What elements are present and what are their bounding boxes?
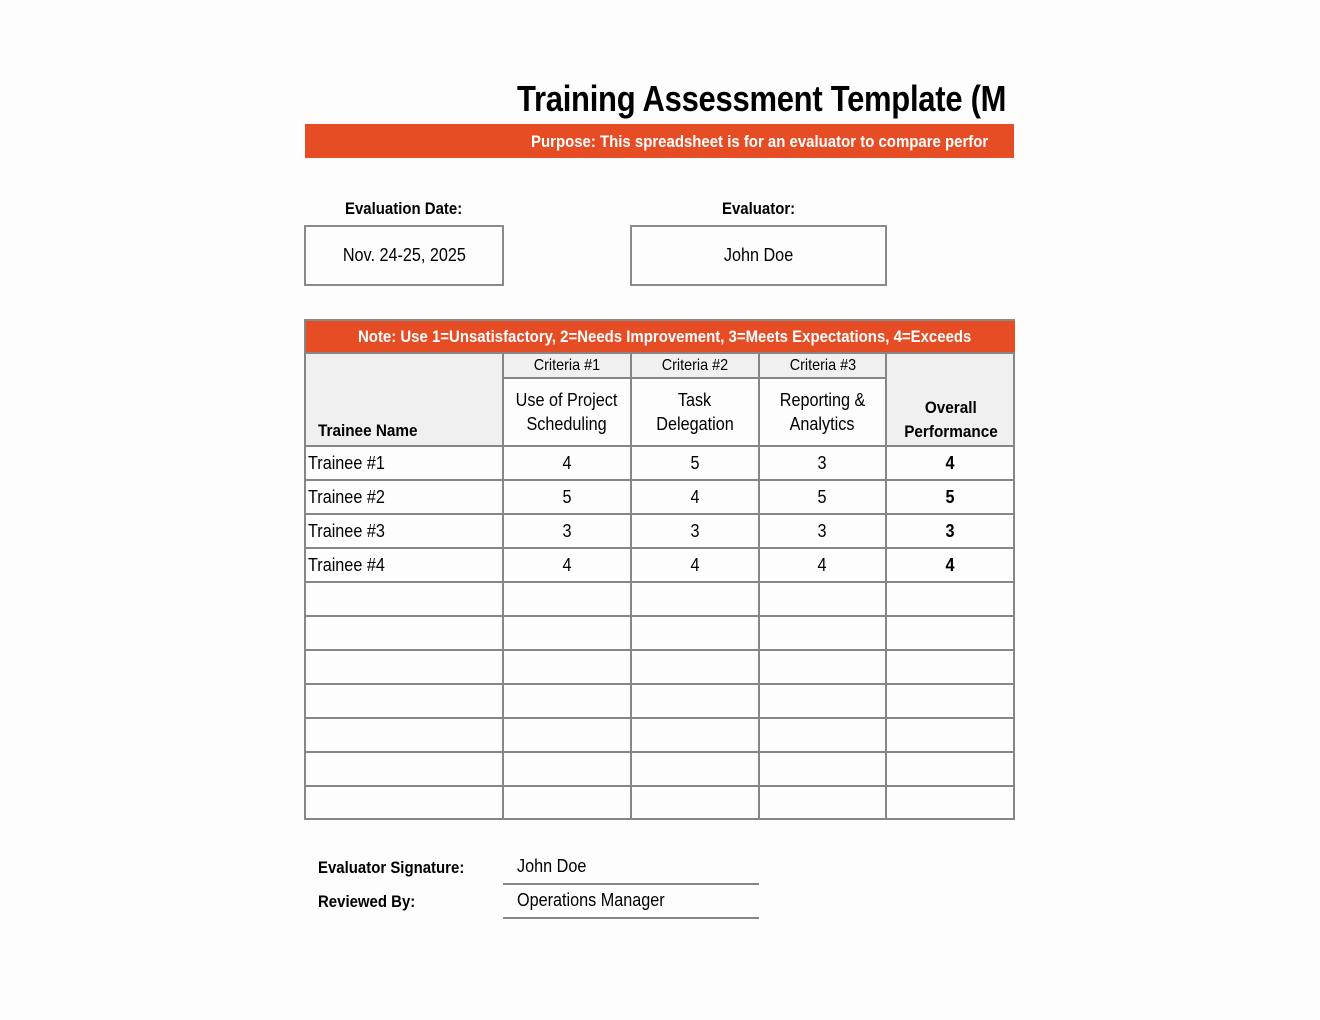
criteria-score-cell[interactable] — [759, 548, 886, 582]
cell-value: 3 — [690, 521, 700, 541]
criteria-score-cell[interactable] — [503, 616, 631, 650]
grid-line — [304, 352, 1015, 354]
trainee-name-cell[interactable] — [304, 752, 503, 786]
criteria-score-cell[interactable] — [503, 548, 631, 582]
trainee-name-cell[interactable] — [304, 684, 503, 718]
cell-value: 4 — [690, 487, 700, 507]
overall-score-cell[interactable] — [886, 718, 1015, 752]
cell-value: 5 — [817, 487, 827, 507]
cell-value: Trainee #4 — [308, 555, 385, 575]
criteria-score-cell[interactable] — [759, 718, 886, 752]
cell-value: 4 — [562, 453, 572, 473]
criteria-score-cell[interactable] — [759, 616, 886, 650]
criteria-score-cell[interactable] — [759, 446, 886, 480]
trainee-name-cell[interactable] — [304, 514, 503, 548]
cell-value: 3 — [562, 521, 572, 541]
grid-line — [304, 717, 1015, 719]
evaluation-date-field[interactable] — [304, 225, 504, 286]
grid-line — [758, 353, 760, 819]
grid-line — [304, 683, 1015, 685]
evaluator-label: Evaluator: — [721, 199, 796, 218]
reviewed-by-line — [503, 917, 759, 919]
cell-value: Trainee #3 — [308, 521, 385, 541]
overall-score-cell[interactable] — [886, 786, 1015, 820]
purpose-text: Purpose: This spreadsheet is for an evaluator to compare perfor — [531, 132, 989, 151]
cell-value: 3 — [817, 453, 827, 473]
header-criteria-1-title: Use of Project Scheduling — [503, 378, 631, 446]
grid-line — [304, 319, 306, 819]
grid-line — [304, 513, 1015, 515]
header-criteria-1-num: Criteria #1 — [503, 353, 631, 378]
reviewed-by-label: Reviewed By: — [318, 892, 416, 911]
criteria-score-cell[interactable] — [503, 480, 631, 514]
criteria-score-cell[interactable] — [631, 548, 759, 582]
cell-value: 5 — [562, 487, 572, 507]
grid-line — [885, 353, 887, 819]
overall-score-cell[interactable] — [886, 616, 1015, 650]
criteria-score-cell[interactable] — [503, 446, 631, 480]
header-criteria-3-title: Reporting & Analytics — [759, 378, 886, 446]
criteria-score-cell[interactable] — [759, 480, 886, 514]
grid-line — [304, 649, 1015, 651]
criteria-score-cell[interactable] — [631, 684, 759, 718]
criteria-score-cell[interactable] — [631, 752, 759, 786]
assessment-table — [304, 319, 1015, 819]
rating-note-banner — [304, 319, 1015, 353]
cell-value: Trainee #2 — [308, 487, 385, 507]
trainee-name-cell[interactable] — [304, 582, 503, 616]
trainee-name-cell[interactable] — [304, 650, 503, 684]
signature-value[interactable]: John Doe — [517, 856, 587, 876]
grid-line — [304, 547, 1015, 549]
evaluation-date-value: Nov. 24-25, 2025 — [342, 245, 466, 265]
criteria-score-cell[interactable] — [631, 514, 759, 548]
criteria-score-cell[interactable] — [759, 514, 886, 548]
grid-line — [304, 785, 1015, 787]
grid-line — [304, 445, 1015, 447]
criteria-score-cell[interactable] — [503, 786, 631, 820]
criteria-score-cell[interactable] — [631, 650, 759, 684]
overall-score-cell[interactable] — [886, 752, 1015, 786]
cell-value: 3 — [945, 521, 955, 541]
grid-line — [502, 377, 887, 379]
cell-value: 5 — [690, 453, 700, 473]
grid-line — [304, 751, 1015, 753]
cell-value: 5 — [945, 487, 955, 507]
signature-line — [503, 883, 759, 885]
trainee-name-cell[interactable] — [304, 786, 503, 820]
criteria-score-cell[interactable] — [503, 582, 631, 616]
evaluator-value: John Doe — [723, 245, 794, 265]
grid-line — [304, 581, 1015, 583]
header-trainee-name: Trainee Name — [304, 353, 503, 446]
reviewed-by-value[interactable]: Operations Manager — [517, 890, 665, 910]
header-overall-performance: Overall Performance — [886, 353, 1015, 446]
trainee-name-cell[interactable] — [304, 616, 503, 650]
grid-line — [630, 353, 632, 819]
rating-note-text: Note: Use 1=Unsatisfactory, 2=Needs Improvement, 3=Meets Expectations, 4=Exceeds — [358, 327, 972, 346]
evaluation-date-label: Evaluation Date: — [345, 199, 463, 218]
evaluator-label-wrap — [631, 199, 886, 219]
criteria-score-cell[interactable] — [759, 752, 886, 786]
title-text: Training Assessment Template (M — [517, 78, 1007, 119]
criteria-score-cell[interactable] — [631, 616, 759, 650]
signature-label: Evaluator Signature: — [318, 858, 465, 877]
cell-value: Trainee #1 — [308, 453, 385, 473]
cell-value: 4 — [945, 453, 955, 473]
evaluator-field[interactable] — [630, 225, 887, 286]
criteria-score-cell[interactable] — [631, 446, 759, 480]
criteria-score-cell[interactable] — [503, 684, 631, 718]
cell-value: 3 — [817, 521, 827, 541]
overall-score-cell[interactable] — [886, 446, 1015, 480]
page-title — [305, 78, 1015, 122]
cell-value: 4 — [945, 555, 955, 575]
criteria-score-cell[interactable] — [759, 650, 886, 684]
criteria-score-cell[interactable] — [631, 786, 759, 820]
criteria-score-cell[interactable] — [759, 582, 886, 616]
grid-line — [304, 818, 1015, 820]
criteria-score-cell[interactable] — [503, 514, 631, 548]
trainee-name-cell[interactable] — [304, 718, 503, 752]
header-criteria-3-num: Criteria #3 — [759, 353, 886, 378]
cell-value: 4 — [690, 555, 700, 575]
overall-score-cell[interactable] — [886, 480, 1015, 514]
criteria-score-cell[interactable] — [759, 786, 886, 820]
criteria-score-cell[interactable] — [759, 684, 886, 718]
grid-line — [304, 479, 1015, 481]
trainee-name-cell[interactable] — [304, 480, 503, 514]
criteria-score-cell[interactable] — [631, 582, 759, 616]
overall-score-cell[interactable] — [886, 650, 1015, 684]
overall-score-cell[interactable] — [886, 514, 1015, 548]
criteria-score-cell[interactable] — [503, 650, 631, 684]
overall-score-cell[interactable] — [886, 548, 1015, 582]
trainee-name-cell[interactable] — [304, 548, 503, 582]
purpose-banner — [305, 124, 1014, 158]
cell-value: 4 — [562, 555, 572, 575]
criteria-score-cell[interactable] — [503, 752, 631, 786]
criteria-score-cell[interactable] — [503, 718, 631, 752]
header-criteria-2-title: Task Delegation — [631, 378, 759, 446]
grid-line — [304, 615, 1015, 617]
grid-line — [502, 353, 504, 819]
header-criteria-2-num: Criteria #2 — [631, 353, 759, 378]
criteria-score-cell[interactable] — [631, 480, 759, 514]
cell-value: 4 — [817, 555, 827, 575]
evaluation-date-label-wrap — [305, 199, 503, 219]
trainee-name-cell[interactable] — [304, 446, 503, 480]
grid-line — [1013, 353, 1015, 819]
overall-score-cell[interactable] — [886, 582, 1015, 616]
overall-score-cell[interactable] — [886, 684, 1015, 718]
criteria-score-cell[interactable] — [631, 718, 759, 752]
